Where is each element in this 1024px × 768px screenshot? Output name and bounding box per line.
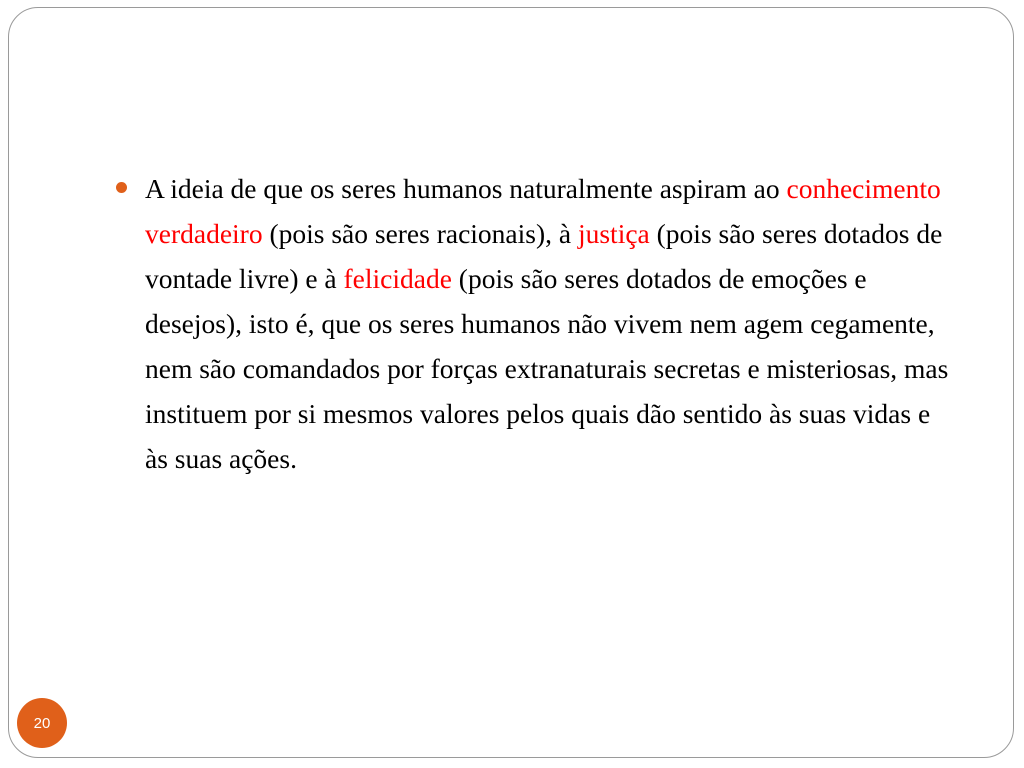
text-segment: (pois são seres dotados de emoções e desejos), isto é, que os seres humanos não vivem nem agem cegamente, nem são comandados por forças extranaturais secretas e misteriosas, mas instituem por si mesmos valores pelos quais dão sentido às suas vidas e às suas ações. [145,263,949,474]
text-segment: (pois são seres racionais), à [262,218,578,249]
text-segment: (pois são seres dotados de vontade livre) e à [145,218,943,294]
page-number-badge [17,698,67,748]
bullet-item [116,166,956,481]
highlight-justica: justiça [577,218,650,249]
slide-content [116,166,956,481]
highlight-felicidade: felicidade [343,263,452,294]
text-segment: A ideia de que os seres humanos naturalmente aspiram ao [145,173,787,204]
bullet-text [145,166,956,481]
highlight-conhecimento-verdadeiro: conhecimento verdadeiro [145,173,941,249]
page-number: 20 [33,714,51,732]
bullet-dot-icon [116,182,127,193]
